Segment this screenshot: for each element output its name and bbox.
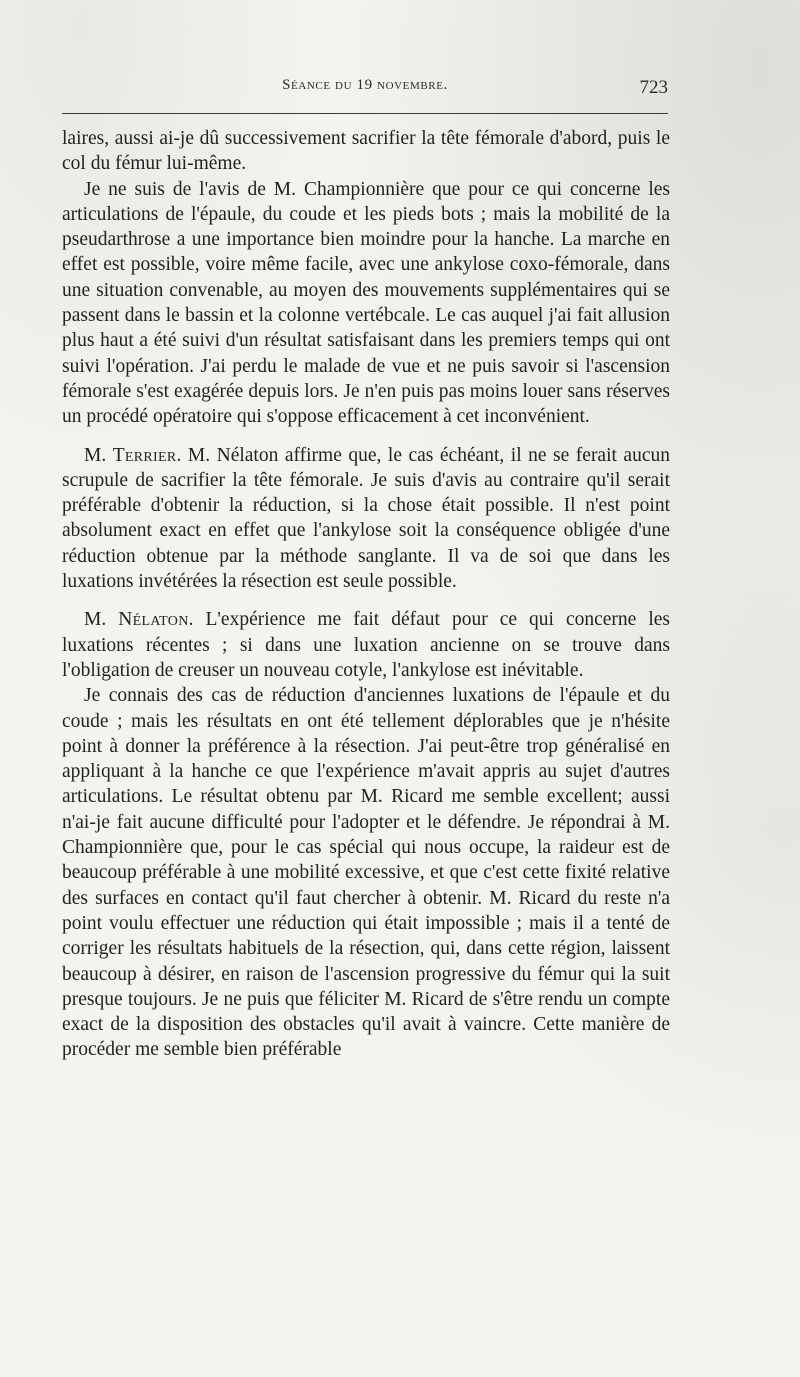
paragraph-terrier — [62, 443, 670, 595]
paragraph-nelaton — [62, 607, 670, 683]
header-rule — [62, 113, 668, 114]
speaker-name: Terrier — [112, 444, 177, 466]
speaker-prefix: M. — [84, 444, 113, 466]
page-number: 723 — [639, 77, 668, 98]
paragraph: Je connais des cas de réduction d'anciennes luxations de l'épaule et du coude ; mais les résultats en ont été tellement déplorables que je n'hésite point à donner la préférence à la résection. J'ai peut-être trop généralisé en appliquant à la hanche ce que l'expérience m'avait appris au sujet d'autres articulations. Le résultat obtenu par M. Ricard me semble excellent; aussi n'ai-je fait aucune difficulté pour l'adopter et le défendre. Je répondrai à M. Championnière que, pour le cas spécial qui nous occupe, la raideur est de beaucoup préférable à une mobilité excessive, et que c'est cette fixité relative des surfaces en contact qu'il faut chercher à obtenir. M. Ricard du reste n'a point voulu effectuer une réduction qui était impossible ; mais il a tenté de corriger les résultats habituels de la résection, qui, dans cette région, laissent beaucoup à désirer, en raison de l'ascension progressive du fémur qui la suit presque toujours. Je ne puis que féliciter M. Ricard de s'être rendu un compte exact de la disposition des obstacles qu'il avait à vaincre. Cette manière de procéder me semble bien préférable — [62, 685, 670, 1061]
paragraph-text: . M. Nélaton affirme que, le cas échéant, il ne se ferait aucun scrupule de sacrifier la tête fémorale. Je suis d'avis au contraire qu'il serait préférable d'obtenir la réduction, si la chose était possible. Il n'est point absolument exact en effet que l'ankylose soit la conséquence obligée d'une réduction obtenue par la méthode sanglante. Il va de soi que dans les luxations invétérées la résection est seule possible. — [62, 444, 670, 593]
page-header — [62, 77, 668, 101]
paragraph: Je ne suis de l'avis de M. Championnière que pour ce qui concerne les articulations de l'épaule, du coude et les pieds bots ; mais la mobilité de la pseudarthrose a une importance bien moindre pour la hanche. La marche en effet est possible, voire même facile, avec une ankylose coxo-fémorale, dans une situation convenable, au moyen des mouvements supplémentaires qui se passent dans le bassin et la colonne vertébcale. Le cas auquel j'ai fait allusion plus haut a été suivi d'un résultat satisfaisant dans les premiers temps qui ont suivi l'opération. J'ai perdu le malade de vue et ne puis savoir si l'ascension fémorale s'est exagérée depuis lors. Je n'en puis pas moins louer sans réserves un procédé opératoire qui s'oppose efficacement à cet inconvénient. — [62, 178, 670, 428]
running-title-text: Séance du 19 novembre. — [282, 77, 448, 93]
body-text — [62, 126, 670, 1063]
paragraph-continuation: laires, aussi ai-je dû successivement sacrifier la tête fémorale d'abord, puis le col du fémur lui-même. — [62, 128, 670, 175]
paragraph-text: . L'expérience me fait défaut pour ce qui concerne les luxations récentes ; si dans une luxation ancienne on se trouve dans l'obligation de creuser un nouveau cotyle, l'ankylose est inévitable. — [62, 609, 670, 681]
speaker-prefix: M. — [84, 609, 119, 631]
speaker-name: Nélaton — [118, 609, 189, 631]
running-title — [62, 77, 668, 94]
